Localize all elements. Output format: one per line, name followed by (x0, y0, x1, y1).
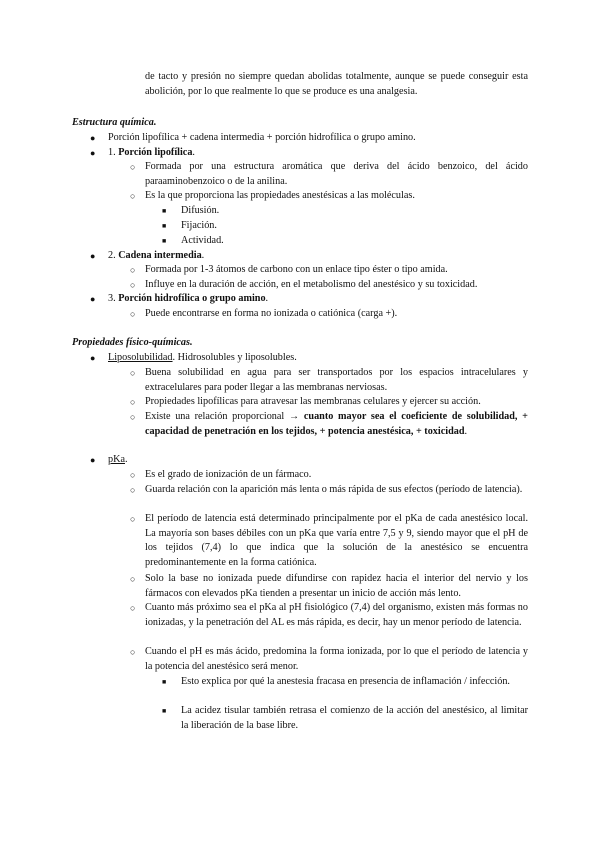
bullet-square: ■ (162, 207, 167, 215)
bullet-disc: ● (90, 133, 96, 143)
bullet-circle: ○ (130, 368, 136, 378)
pka-detail-2: Guarda relación con la aparición más lenta o más rápida de sus efectos (período de latencia). (145, 484, 523, 495)
bullet-disc: ● (90, 251, 96, 261)
hidrofilica-detail-1: Puede encontrarse en forma no ionizada o catiónica (carga +). (145, 308, 398, 319)
lipofilica-item: Actividad. (181, 235, 224, 246)
bullet-disc: ● (90, 294, 96, 304)
bullet-circle: ○ (130, 191, 136, 201)
pka-detail-1: Es el grado de ionización de un fármaco. (145, 469, 312, 480)
intro-paragraph: de tacto y presión no siempre quedan abolidas totalmente, aunque se puede conseguir esta abolición, por lo que realmente lo que se produce es una analgesia. (145, 71, 528, 97)
bullet-circle: ○ (130, 397, 136, 407)
bullet-circle: ○ (130, 603, 136, 613)
pka-item: Esto explica por qué la anestesia fracasa en presencia de inflamación / infección. (181, 676, 510, 687)
list-item-liposolubilidad: Liposolubilidad. Hidrosolubles y liposolubles. (108, 352, 297, 363)
bullet-square: ■ (162, 707, 167, 715)
bullet-circle: ○ (130, 309, 136, 319)
estructura-summary: Porción lipofílica + cadena intermedia + porción hidrofílica o grupo amino. (108, 132, 416, 143)
section-heading-propiedades: Propiedades físico-químicas. (72, 337, 193, 348)
pka-item: La acidez tisular también retrasa el comienzo de la acción del anestésico, al limitar la liberación de la base libre. (181, 705, 528, 731)
section-heading-estructura: Estructura química. (72, 117, 157, 128)
bullet-circle: ○ (130, 280, 136, 290)
bullet-circle: ○ (130, 470, 136, 480)
cadena-detail-2: Influye en la duración de acción, en el metabolismo del anestésico y su toxicidad. (145, 279, 478, 290)
cadena-detail-1: Formada por 1-3 átomos de carbono con un enlace tipo éster o tipo amida. (145, 264, 448, 275)
bullet-disc: ● (90, 353, 96, 363)
list-item-porcion-hidrofilica: 3. Porción hidrofílica o grupo amino. (108, 293, 269, 304)
pka-detail-4: Solo la base no ionizada puede difundirse con rapidez hacia el interior del nervio y los fármacos con elevados pKa tienden a presentar un inicio de acción más lento. (145, 573, 528, 599)
pka-detail-6: Cuando el pH es más ácido, predomina la forma ionizada, por lo que el período de latencia y la potencia del anestésico será menor. (145, 646, 528, 672)
lipofilica-detail-1: Formada por una estructura aromática que deriva del ácido benzoico, del ácido paraaminobenzoico o de la anilina. (145, 161, 528, 187)
list-item-pka: pKa. (108, 454, 128, 465)
bullet-circle: ○ (130, 647, 136, 657)
lipo-detail-3: Existe una relación proporcional → cuanto mayor sea el coeficiente de solubilidad, + capacidad de penetración en los tejidos, + potencia anestésica, + toxicidad. (145, 411, 528, 437)
bullet-circle: ○ (130, 412, 136, 422)
bullet-square: ■ (162, 237, 167, 245)
list-item-cadena-intermedia: 2. Cadena intermedia. (108, 250, 205, 261)
lipo-detail-2: Propiedades lipofílicas para atravesar las membranas celulares y ejercer su acción. (145, 396, 481, 407)
bullet-circle: ○ (130, 265, 136, 275)
lipofilica-detail-2: Es la que proporciona las propiedades anestésicas a las moléculas. (145, 190, 415, 201)
bullet-disc: ● (90, 455, 96, 465)
lipo-detail-1: Buena solubilidad en agua para ser transportados por los espacios intracelulares y extracelulares para poder llegar a las membranas nerviosas. (145, 367, 528, 393)
bullet-circle: ○ (130, 574, 136, 584)
lipofilica-item: Difusión. (181, 205, 220, 216)
lipofilica-item: Fijación. (181, 220, 217, 231)
bullet-square: ■ (162, 222, 167, 230)
pka-detail-5: Cuanto más próximo sea el pKa al pH fisiológico (7,4) del organismo, existen más formas no ionizadas, y la penetración del AL es más rápida, es decir, hay un menor período de latencia. (145, 602, 528, 628)
list-item-porcion-lipofilica: 1. Porción lipofílica. (108, 147, 195, 158)
pka-detail-3: El período de latencia está determinado principalmente por el pKa de cada anestésico local. La mayoría son bases débiles con un pKa que varía entre 7,5 y 9, siendo mayor que el pH de los tejidos (7,4) lo que indica que la solución de la anestésico se encuentra predominantemente en la forma catiónica. (145, 513, 528, 568)
bullet-circle: ○ (130, 162, 136, 172)
bullet-disc: ● (90, 148, 96, 158)
bullet-circle: ○ (130, 485, 136, 495)
bullet-circle: ○ (130, 514, 136, 524)
bullet-square: ■ (162, 678, 167, 686)
